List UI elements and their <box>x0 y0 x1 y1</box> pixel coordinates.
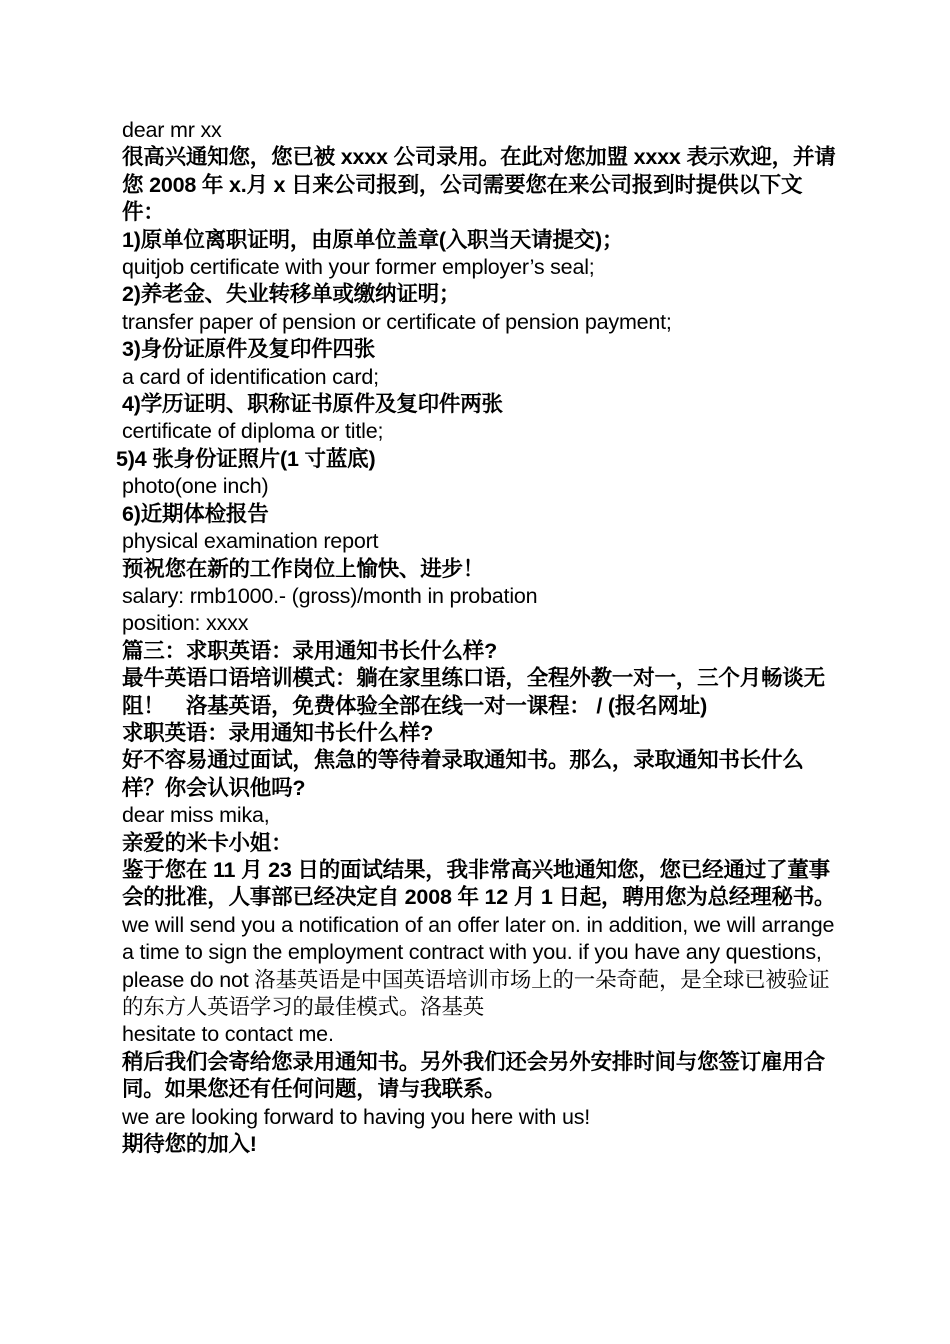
salary-line: salary: rmb1000.- (gross)/month in probation <box>122 583 538 608</box>
greeting-line: dear mr xx <box>122 118 222 142</box>
section-heading: 篇三：求职英语：录用通知书长什么样? <box>122 638 498 663</box>
doc-item-5-cn: 5)4 张身份证照片(1 寸蓝底) <box>116 446 376 471</box>
closing-line-en: we are looking forward to having you here with us! <box>122 1104 591 1129</box>
doc-item-3-en: a card of identification card; <box>122 364 379 389</box>
doc-item-2-cn: 2)养老金、失业转移单或缴纳证明； <box>122 282 461 307</box>
sub-heading: 求职英语：录用通知书长什么样? <box>122 720 434 745</box>
doc-item-3-cn: 3)身份证原件及复印件四张 <box>122 337 376 362</box>
doc-item-5-en: photo(one inch) <box>122 474 269 499</box>
offer-paragraph-cn: 鉴于您在 11 月 23 日的面试结果，我非常高兴地通知您，您已经通过了董事会的批准，人事部已经决定自 2008 年 12 月 1 日起，聘用您为总经理秘书。 <box>122 857 836 910</box>
contact-line-en: hesitate to contact me. <box>122 1022 334 1047</box>
salutation-cn: 亲爱的米卡小姐： <box>122 830 293 855</box>
doc-item-2-en: transfer paper of pension or certificate of pension payment; <box>122 309 672 334</box>
offer-paragraph-en: we will send you a notification of an offer later on. in addition, we will arrange a time to sign the employment contract with you. if you have any questions, please do not 洛基英语是中国英语培训市场上的一朵奇葩，是全球已被验证的东方人英语学习的最佳模式。洛基英 <box>122 912 835 1019</box>
doc-item-4-cn: 4)学历证明、职称证书原件及复印件两张 <box>122 392 503 417</box>
doc-item-6-cn: 6)近期体检报告 <box>122 501 269 526</box>
doc-item-1-en: quitjob certificate with your former employer’s seal; <box>122 255 595 280</box>
closing-line-cn: 期待您的加入! <box>122 1132 257 1157</box>
doc-item-1-cn: 1)原单位离职证明，由原单位盖章(入职当天请提交)； <box>122 227 624 252</box>
contract-paragraph-cn: 稍后我们会寄给您录用通知书。另外我们还会另外安排时间与您签订雇用合同。如果您还有任何问题，请与我联系。 <box>122 1049 825 1102</box>
doc-item-4-en: certificate of diploma or title; <box>122 419 384 444</box>
position-line: position: xxxx <box>122 611 249 636</box>
salutation-en: dear miss mika, <box>122 803 270 828</box>
ad-paragraph: 最牛英语口语培训模式：躺在家里练口语，全程外教一对一，三个月畅谈无阻！ 洛基英语，免费体验全部在线一对一课程： / (报名网址) <box>122 666 825 718</box>
intro-paragraph: 好不容易通过面试，焦急的等待着录取通知书。那么，录取通知书长什么样？你会认识他吗? <box>122 748 804 800</box>
document-page <box>116 117 836 1158</box>
wishes-line: 预祝您在新的工作岗位上愉快、进步！ <box>122 556 485 581</box>
doc-item-6-en: physical examination report <box>122 529 379 554</box>
welcome-paragraph: 很高兴通知您，您已被 xxxx 公司录用。在此对您加盟 xxxx 表示欢迎，并请您 2008 年 x.月 x 日来公司报到，公司需要您在来公司报到时提供以下文件： <box>122 145 836 225</box>
